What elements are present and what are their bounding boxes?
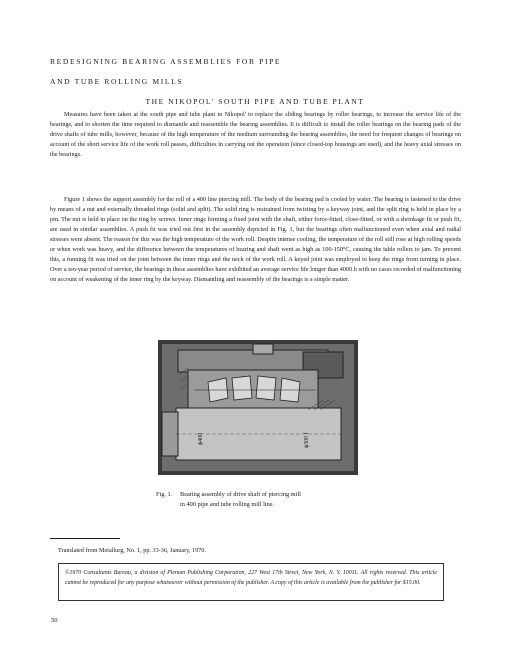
figure-caption-line-2: in 400 pipe and tube rolling mill line. (180, 501, 275, 508)
page-number: 50 (51, 617, 58, 624)
copyright-box: ©1970 Consultants Bureau, a division of Plenum Publishing Corporation, 227 West 17th Street, New York, N. Y. 10011. All rights reserved. This article cannot be reproduced for any purpose whatsoever without permission of the publisher. A copy of this article is available from the publisher for $15.00. (58, 563, 444, 601)
paragraph-1: Measures have been taken at the south pipe and tube plant in Nikopol' to replace the sliding bearings by roller bearings, to increase the service life of the bearings, and to shorten the time required to dismantle and reassemble the bearing assemblies. It is difficult to install the roller bearings on the bearing pads of the drive shafts of tube mills, however, because of the high temperature of the medium surrounding the bearing assemblies, the need for frequent changes of bearings on account of the short service life of the work roll passes, difficulties in carrying out the operation (since closed-top housings are used), and the heavy axial stresses on the bearings. (50, 111, 461, 158)
figure-caption-label: Fig. 1. (156, 491, 173, 498)
article-header (50, 52, 450, 92)
article-title-line-1: REDESIGNING BEARING ASSEMBLIES FOR PIPE (50, 57, 282, 66)
figure-caption (156, 490, 368, 510)
dimension-label-left: ϕ400 (198, 432, 204, 445)
bearing-assembly-photo (158, 340, 358, 475)
figure-caption-line-1: Bearing assembly of drive shaft of piercing mill (180, 491, 301, 498)
dimension-label-right: ϕ300 f (304, 432, 310, 448)
paragraph-2: Figure 1 shows the support assembly for the roll of a 400 line piercing mill. The body of the bearing pad is cooled by water. The bearing is fastened to the drive by means of a nut and externally threaded rings (solid and split). The solid ring is restrained from twisting by a keyway joint, and the split ring is held in place by a pin. The nut is held in place on the ring by screws. Inner rings forming a fixed joint with the shaft, either force-fitted, close-fitted, or with a shrinkage fit or push fit, are used in similar assemblies. A push fit was tried out first in the assembly depicted in Fig. 1, but the bearings often malfunctioned even when axial and radial stresses were absent. The reason for this was the high temperature of the work roll. Despite intense cooling, the temperature of the roll still rose at high rolling speeds or when work was heavy, and the difference between the temperatures of bearing and shaft went as high as 100-150°C, causing the table rollers to jam. To prevent this, a running fit was tried on the joint between the inner rings and the neck of the work roll. A keyed joint was employed to keep the rings from turning in place. Over a ten-year period of service, the bearings in these assemblies have exhibited an average service life longer than 4000 h with no cases recorded of malfunctioning on account of weakening of the inner ring by the keyway. Dismantling and reassembly of the bearings is a simple matter. (50, 196, 461, 283)
footnote-divider (50, 538, 120, 539)
section-title: THE NIKOPOL' SOUTH PIPE AND TUBE PLANT (145, 97, 365, 106)
translation-note: Translated from Metallurg, No. 1, pp. 33-36, January, 1970. (58, 547, 206, 554)
figure-bearing-assembly (158, 340, 358, 475)
article-title-line-2: AND TUBE ROLLING MILLS (50, 77, 184, 86)
